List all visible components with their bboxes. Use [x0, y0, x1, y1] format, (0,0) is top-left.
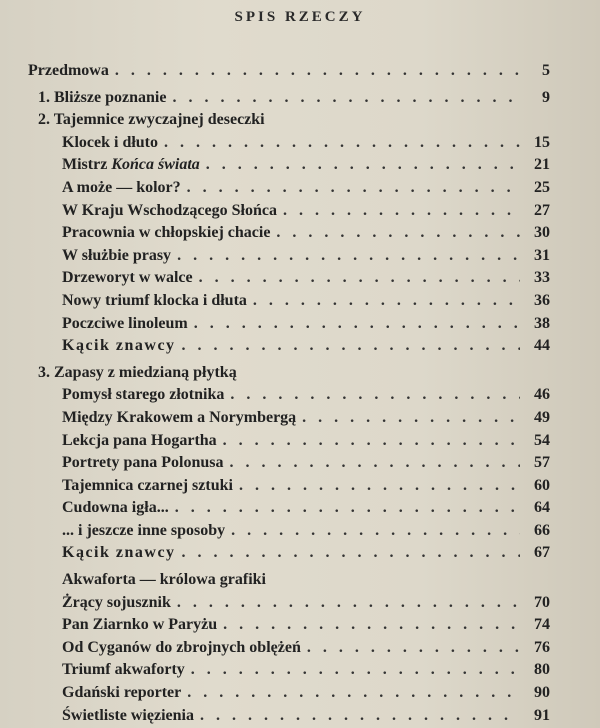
- toc-entry-text: Pomysł starego złotnika: [62, 386, 225, 404]
- dot-leader: [230, 384, 520, 407]
- dot-leader: [283, 200, 520, 223]
- toc-page-number: 9: [542, 88, 550, 106]
- toc-page-number: 90: [534, 684, 550, 702]
- toc-entry-text: W służbie prasy: [62, 246, 172, 264]
- toc-entry: [28, 452, 550, 475]
- dot-leader: [206, 154, 520, 177]
- toc-entry: [28, 177, 550, 200]
- toc-entry-text: Między Krakowem a Norymbergą: [62, 408, 297, 426]
- dot-leader: [182, 542, 520, 565]
- toc-entry: [28, 384, 550, 407]
- toc-page-number: 67: [534, 544, 550, 562]
- toc-entry: [28, 497, 550, 520]
- toc-entry-text: Akwaforta — królowa grafiki: [62, 571, 266, 589]
- dot-leader: [172, 87, 520, 110]
- toc-page-number: 31: [534, 246, 550, 264]
- toc-entry: [28, 290, 550, 313]
- dot-leader: [253, 290, 520, 313]
- toc-entry-text: Cudowna igła...: [62, 499, 169, 517]
- toc-chapter-2-heading: [28, 109, 550, 132]
- dot-leader: [175, 497, 520, 520]
- toc-entry-text: Poczciwe linoleum: [62, 314, 188, 332]
- toc-entry: [28, 335, 550, 358]
- toc-chapter-title: 3. Zapasy z miedzianą płytką: [38, 363, 237, 381]
- toc-chapter-title: 2. Tajemnice zwyczajnej deseczki: [38, 111, 265, 129]
- dot-leader: [115, 60, 520, 83]
- toc-page-number: 57: [534, 454, 550, 472]
- toc-page-number: 54: [534, 431, 550, 449]
- toc-page-number: 36: [534, 291, 550, 309]
- toc-entry-text-prefix: Mistrz: [62, 156, 112, 174]
- toc-entry-przedmowa: [28, 60, 550, 83]
- dot-leader: [223, 614, 520, 637]
- toc-entry: [28, 520, 550, 543]
- toc-entry-chapter-1: [28, 87, 550, 110]
- toc-page-number: 66: [534, 521, 550, 539]
- toc-page-number: 91: [534, 706, 550, 724]
- dot-leader: [302, 407, 520, 430]
- toc-entry: [28, 154, 550, 177]
- dot-leader: [229, 452, 520, 475]
- toc-entry: [28, 614, 550, 637]
- toc-entry: [28, 542, 550, 565]
- dot-leader: [191, 659, 520, 682]
- toc-entry-text: Drzeworyt w walce: [62, 269, 193, 287]
- toc-entry: [28, 705, 550, 728]
- toc-entry-text: Od Cyganów do zbrojnych oblężeń: [62, 638, 301, 656]
- toc-entry: [28, 682, 550, 705]
- dot-leader: [177, 245, 520, 268]
- toc-page-number: 21: [534, 156, 550, 174]
- dot-leader: [177, 592, 520, 615]
- toc-page-number: 70: [534, 593, 550, 611]
- toc-entry-text: Kącik znawcy: [62, 337, 176, 355]
- toc-entry: [28, 475, 550, 498]
- toc-entry-text: Pracownia w chłopskiej chacie: [62, 224, 271, 242]
- toc-entry: [28, 659, 550, 682]
- toc-chapter-3-heading: [28, 362, 550, 385]
- dot-leader: [276, 222, 520, 245]
- toc-page-number: 64: [534, 499, 550, 517]
- toc-entry-text: Klocek i dłuto: [62, 133, 159, 151]
- toc-entry-text: ... i jeszcze inne sposoby: [62, 521, 226, 539]
- toc-entry-text: 1. Bliższe poznanie: [38, 88, 167, 106]
- toc-entry-text: Żrący sojusznik: [62, 593, 171, 611]
- toc-entry-text: Triumf akwaforty: [62, 661, 185, 679]
- dot-leader: [199, 267, 520, 290]
- toc-page-number: 80: [534, 661, 550, 679]
- toc-entry-text: W Kraju Wschodzącego Słońca: [62, 201, 277, 219]
- toc-entry: [28, 132, 550, 155]
- toc-page-number: 27: [534, 201, 550, 219]
- toc-entry-text: Gdański reporter: [62, 684, 182, 702]
- dot-leader: [307, 637, 520, 660]
- toc-entry: [28, 430, 550, 453]
- toc-entry-text: Pan Ziarnko w Paryżu: [62, 616, 218, 634]
- toc-entry-text: Portrety pana Polonusa: [62, 454, 224, 472]
- toc-page-number: 44: [534, 337, 550, 355]
- toc-entry: [28, 313, 550, 336]
- toc-page-number: 33: [534, 269, 550, 287]
- toc-subsection-heading: [28, 569, 550, 592]
- table-of-contents: [28, 60, 550, 727]
- dot-leader: [231, 520, 520, 543]
- toc-page-number: 15: [534, 133, 550, 151]
- dot-leader: [187, 177, 520, 200]
- dot-leader: [200, 705, 520, 728]
- toc-entry-text: Kącik znawcy: [62, 544, 176, 562]
- toc-page-number: 38: [534, 314, 550, 332]
- dot-leader: [182, 335, 520, 358]
- toc-entry: [28, 592, 550, 615]
- toc-page-number: 46: [534, 386, 550, 404]
- toc-entry-text: Świetliste więzienia: [62, 706, 194, 724]
- dot-leader: [187, 682, 520, 705]
- toc-entry-text: Przedmowa: [28, 62, 109, 79]
- toc-page-number: 5: [542, 62, 550, 79]
- toc-page-number: 30: [534, 224, 550, 242]
- dot-leader: [194, 313, 520, 336]
- dot-leader: [164, 132, 520, 155]
- dot-leader: [239, 475, 520, 498]
- toc-entry-text: Nowy triumf klocka i dłuta: [62, 291, 247, 309]
- toc-entry: [28, 200, 550, 223]
- toc-entry: [28, 407, 550, 430]
- toc-entry: [28, 222, 550, 245]
- toc-entry: [28, 267, 550, 290]
- toc-entry: [28, 245, 550, 268]
- toc-entry-text-italic: Końca świata: [111, 156, 200, 174]
- toc-entry-text: A może — kolor?: [62, 178, 181, 196]
- toc-page-number: 60: [534, 476, 550, 494]
- toc-entry-text: [62, 154, 200, 177]
- dot-leader: [223, 430, 520, 453]
- toc-entry-text: Tajemnica czarnej sztuki: [62, 476, 233, 494]
- toc-entry: [28, 637, 550, 660]
- page-title: SPIS RZECZY: [234, 9, 366, 25]
- toc-page-number: 49: [534, 408, 550, 426]
- toc-page-number: 76: [534, 638, 550, 656]
- toc-page-number: 74: [534, 616, 550, 634]
- toc-entry-text: Lekcja pana Hogartha: [62, 431, 217, 449]
- toc-page-number: 25: [534, 178, 550, 196]
